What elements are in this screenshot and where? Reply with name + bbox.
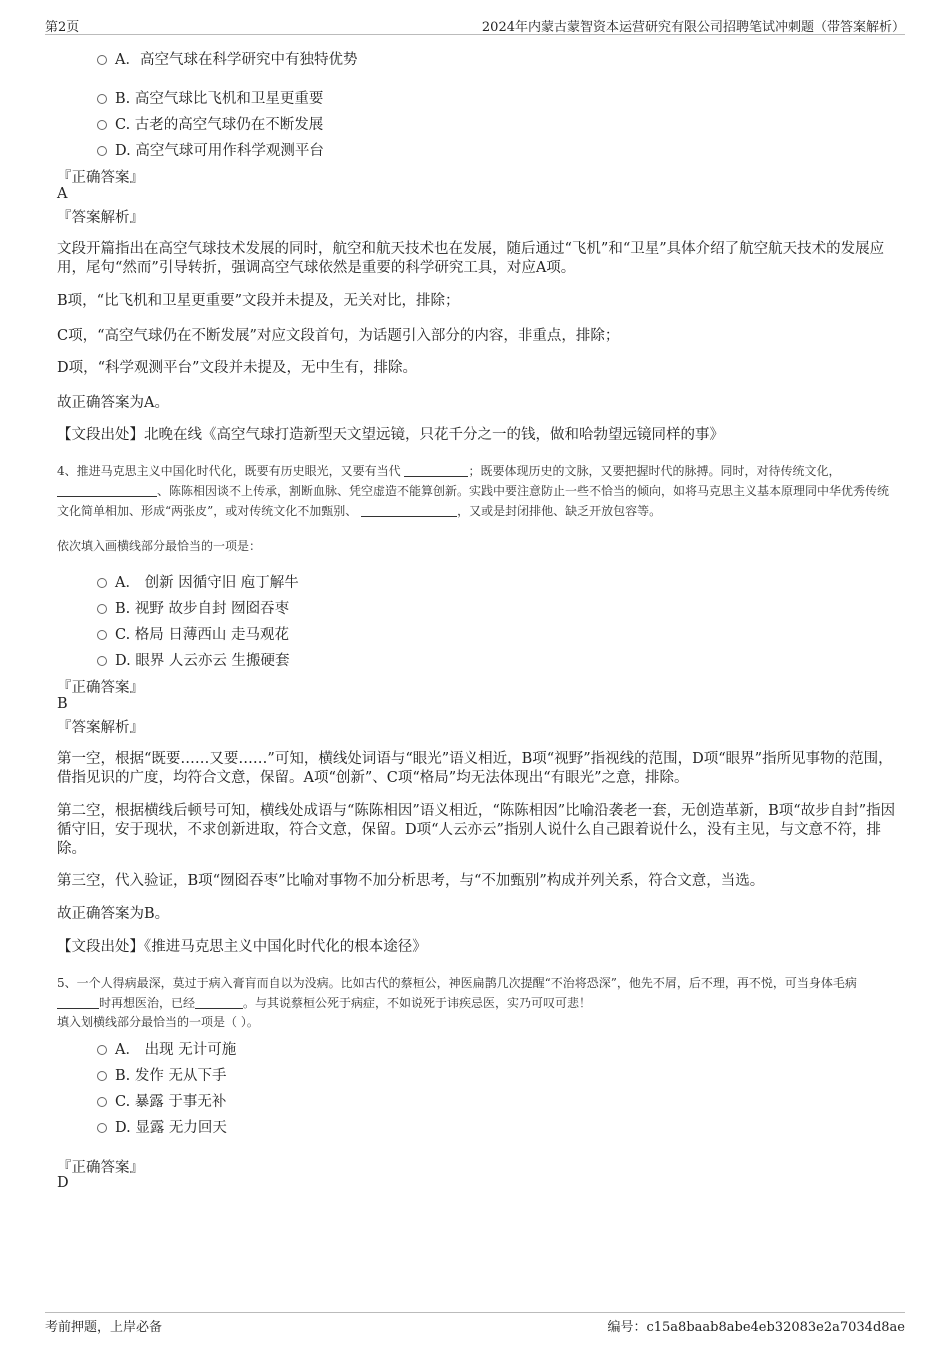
q5-option-c[interactable]: C. 暴露 于事无补 [97,1090,226,1111]
q4-analysis-label: 『答案解析』 [57,720,144,736]
q4-stem: 4、推进马克思主义中国化时代化，既要有历史眼光，又要有当代 ；既要体现历史的文脉，又要把握时代的脉搏。同时，对待传统文化， 、陈陈相因谈不上传承，割断血脉、凭空虚造不能算创新。实践中要注意防止一些不恰当的倾向，如将马克思主义基本原理同中华优秀传统文化简单相加、形成“两张皮”，或对传统文化不加甄别、 ，又或是封闭排他、缺乏开放包容等。 [57,464,890,518]
radio-icon[interactable] [97,630,107,640]
q4-analysis-conclusion: 故正确答案为B。 [57,906,170,922]
q3-option-a[interactable]: A．高空气球在科学研究中有独特优势 [97,48,357,69]
q4-option-b[interactable]: B. 视野 故步自封 囫囵吞枣 [97,597,289,618]
q5-prompt: 填入划横线部分最恰当的一项是（ ）。 [57,1015,259,1029]
q4-source: 【文段出处】《推进马克思主义中国化时代化的根本途径》 [57,939,427,955]
q4-answer-label: 『正确答案』 [57,680,144,696]
radio-icon[interactable] [97,656,107,666]
fill-blank [195,996,243,1009]
footer-slogan: 考前押题，上岸必备 [45,1320,163,1335]
page-number: 第2页 [45,20,80,35]
q3-answer: A [57,186,68,202]
q3-analysis-paragraph: D项，“科学观测平台”文段并未提及，无中生有，排除。 [57,360,417,376]
radio-icon[interactable] [97,146,107,156]
q3-option-b[interactable]: B. 高空气球比飞机和卫星更重要 [97,87,323,108]
q3-source: 【文段出处】北晚在线《高空气球打造新型天文望远镜，只花千分之一的钱，做和哈勃望远镜同样的事》 [57,427,724,443]
radio-icon[interactable] [97,578,107,588]
q4-option-c[interactable]: C. 格局 日薄西山 走马观花 [97,623,289,644]
q5-answer-label: 『正确答案』 [57,1160,144,1176]
q3-analysis-paragraph: C项，“高空气球仍在不断发展”对应文段首句，为话题引入部分的内容，非重点，排除； [57,328,620,344]
document-id: 编号：c15a8baab8abe4eb32083e2a7034d8ae [607,1320,905,1335]
page-footer [45,1312,905,1335]
page-header [45,14,905,35]
q5-option-a[interactable]: A． 出现 无计可施 [97,1038,236,1059]
radio-icon[interactable] [97,1071,107,1081]
document-title: 2024年内蒙古蒙智资本运营研究有限公司招聘笔试冲刺题（带答案解析） [481,20,905,35]
q3-analysis-paragraph: B项，“比飞机和卫星更重要”文段并未提及，无关对比，排除； [57,293,460,309]
q4-analysis-paragraph: 第一空，根据“既要……又要……”可知，横线处词语与“眼光”语义相近，B项“视野”指视线的范围，D项“眼界”指所见事物的范围，借指见识的广度，均符合文意，保留。A项“创新”、C项“格局”均无法体现出“有眼光”之意，排除。 [57,751,893,786]
fill-blank [57,484,157,497]
q5-stem: 5、一个人得病最深，莫过于病入膏肓而自以为没病。比如古代的蔡桓公，神医扁鹊几次提醒“不治将恐深”，他先不屑，后不理，再不悦，可当身体毛病时再想医治，已经 。与其说蔡桓公死于病症，不如说死于讳疾忌医，实乃可叹可悲！ [57,976,857,1010]
q3-analysis-paragraph: 文段开篇指出在高空气球技术发展的同时，航空和航天技术也在发展，随后通过“飞机”和“卫星”具体介绍了航空航天技术的发展应用，尾句“然而”引导转折，强调高空气球依然是重要的科学研究工具，对应A项。 [57,241,885,276]
q4-analysis-paragraph: 第二空，根据横线后顿号可知，横线处成语与“陈陈相因”语义相近，“陈陈相因”比喻沿袭老一套，无创造革新，B项“故步自封”指因循守旧，安于现状，不求创新进取，符合文意，保留。D项“人云亦云”指别人说什么自己跟着说什么，没有主见，与文意不符，排除。 [57,803,896,857]
q4-prompt: 依次填入画横线部分最恰当的一项是： [57,539,262,553]
radio-icon[interactable] [97,94,107,104]
radio-icon[interactable] [97,120,107,130]
q4-option-d[interactable]: D. 眼界 人云亦云 生搬硬套 [97,649,290,670]
q3-option-c[interactable]: C. 古老的高空气球仍在不断发展 [97,113,323,134]
radio-icon[interactable] [97,1123,107,1133]
q3-option-d[interactable]: D. 高空气球可用作科学观测平台 [97,139,324,160]
q5-answer: D [57,1175,69,1191]
q3-analysis-conclusion: 故正确答案为A。 [57,395,169,411]
q4-analysis-paragraph: 第三空，代入验证，B项“囫囵吞枣”比喻对事物不加分析思考，与“不加甄别”构成并列关系，符合文意，当选。 [57,873,765,889]
q4-option-a[interactable]: A． 创新 因循守旧 庖丁解牛 [97,571,299,592]
fill-blank [404,464,468,477]
fill-blank [57,996,99,1009]
radio-icon[interactable] [97,604,107,614]
q5-option-d[interactable]: D. 显露 无力回天 [97,1116,227,1137]
radio-icon[interactable] [97,1097,107,1107]
q5-option-b[interactable]: B. 发作 无从下手 [97,1064,226,1085]
q4-answer: B [57,696,68,712]
radio-icon[interactable] [97,1045,107,1055]
q3-analysis-label: 『答案解析』 [57,210,144,226]
fill-blank [361,504,457,517]
radio-icon[interactable] [97,55,107,65]
q3-answer-label: 『正确答案』 [57,170,144,186]
